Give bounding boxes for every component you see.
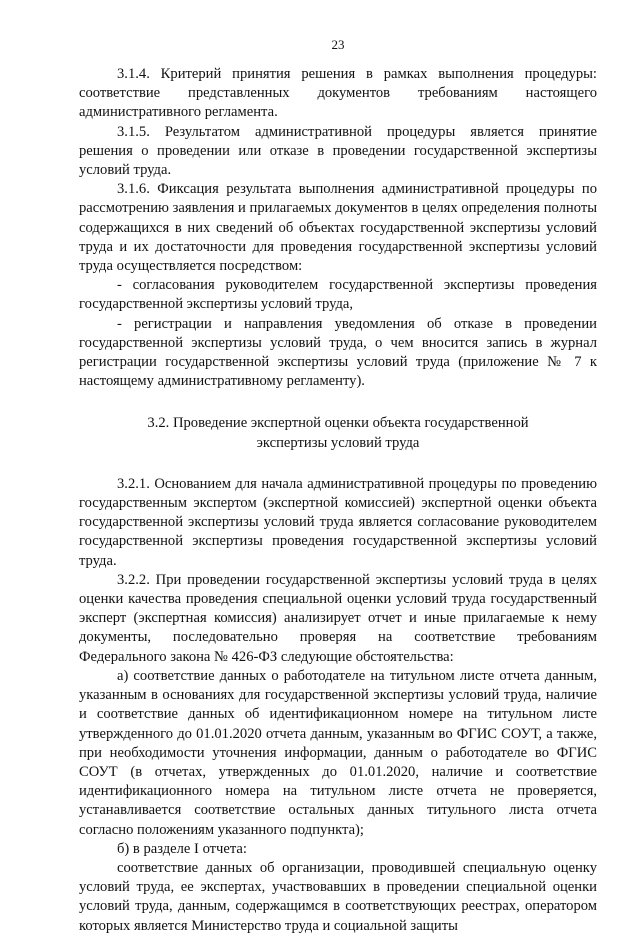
- section-heading-3-2: [79, 414, 597, 452]
- paragraph-3-2-2: 3.2.2. При проведении государственной экспертизы условий труда в целях оценки качества проведения специальной оценки условий труда государственный эксперт (экспертная комиссия) анализирует отчет и иные прилагаемые к нему документы, последовательно проверяя на соответствие требованиям Федерального закона № 426-ФЗ следующие обстоятельства:: [79, 571, 597, 665]
- paragraph-3-1-6: 3.1.6. Фиксация результата выполнения административной процедуры по рассмотрению заявления и прилагаемых документов в целях определения полноты содержащихся в них сведений об объектах государственной экспертизы условий труда и их достаточности для проведения государственной экспертизы условий труда осуществляется посредством:: [79, 181, 597, 275]
- paragraph-organization-data: соответствие данных об организации, проводившей специальную оценку условий труда, ее экспертах, участвовавших в проведении специальной оценки условий труда, данным, содержащимся в соответствующих реестрах, оператором которых является Министерство труда и социальной защиты: [79, 859, 597, 934]
- paragraph-3-1-5: 3.1.5. Результатом административной процедуры является принятие решения о проведении или отказе в проведении государственной экспертизы условий труда.: [79, 123, 597, 179]
- list-item-approval: - согласования руководителем государственной экспертизы проведения государственной экспертизы условий труда,: [79, 277, 597, 313]
- section-heading-line-1: 3.2. Проведение экспертной оценки объекта государственной: [147, 415, 529, 432]
- list-item-refusal-notice: - регистрации и направления уведомления об отказе в проведении государственной экспертизы условий труда, о чем вносится запись в журнал регистрации государственной экспертизы условий труда (приложение № 7 к настоящему административному регламенту).: [79, 315, 597, 390]
- subitem-a: а) соответствие данных о работодателе на титульном листе отчета данным, указанным в основаниях для государственной экспертизы условий труда, наличие и соответствие данных об идентификационном номере на титульном листе утвержденного до 01.01.2020 отчета данным, указанным во ФГИС СОУТ, а также, при необходимости уточнения информации, данным о работодателе во ФГИС СОУТ (в отчетах, утвержденных до 01.01.2020, наличие и соответствие идентификационного номера на титульном листе отчета не проверяется, устанавливается соответствие остальных данных титульного листа отчета согласно положениям указанного подпункта);: [79, 667, 597, 838]
- section-heading-line-2: экспертизы условий труда: [256, 434, 420, 451]
- page-number: 23: [331, 37, 345, 52]
- paragraph-3-1-4: 3.1.4. Критерий принятия решения в рамках выполнения процедуры: соответствие представленных документов требованиям настоящего административного регламента.: [79, 66, 597, 121]
- document-body: [79, 65, 597, 936]
- subitem-b: б) в разделе I отчета:: [117, 840, 247, 857]
- paragraph-3-2-1: 3.2.1. Основанием для начала административной процедуры по проведению государственным экспертом (экспертной комиссией) экспертной оценки объекта государственной экспертизы условий труда является согласование руководителем государственной экспертизы проведения государственной экспертизы условий труда.: [79, 475, 597, 569]
